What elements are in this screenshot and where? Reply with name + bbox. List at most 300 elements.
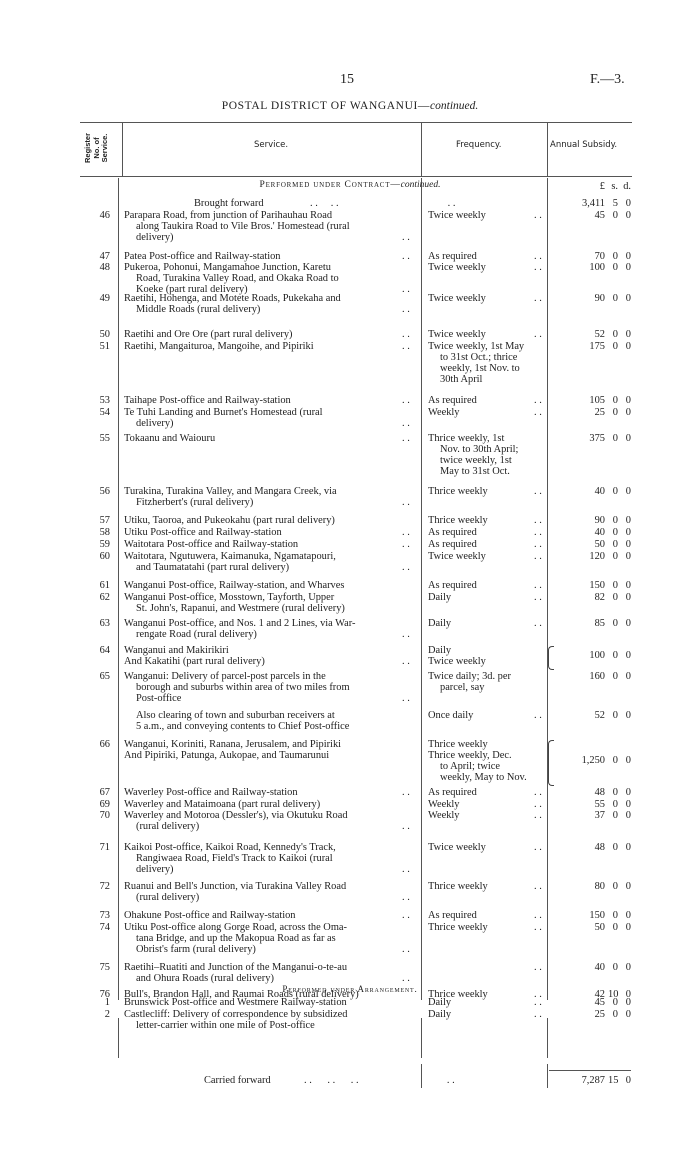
subsidy-pounds: 160 <box>589 671 605 682</box>
title-main: POSTAL DISTRICT OF WANGANUI— <box>221 100 431 112</box>
subsidy-pounds: 90 <box>594 293 605 304</box>
service-cell <box>124 552 416 574</box>
subsidy-pence: 0 <box>625 551 631 562</box>
body-rule <box>118 178 119 1000</box>
service-line: delivery) <box>136 863 174 875</box>
service-line: delivery) <box>136 231 174 243</box>
leader-dots: . . <box>534 910 542 921</box>
subsidy-pence: 0 <box>625 989 631 1000</box>
service-line: and Taumatatahi (part rural delivery) <box>136 561 290 573</box>
column-divider <box>547 122 548 176</box>
service-line: St. John's, Rapanui, and Westmere (rural delivery) <box>136 602 345 614</box>
service-line: Utiku Post-office along Gorge Road, across the Oma- <box>124 922 347 933</box>
subsidy-shillings: 0 <box>612 881 618 892</box>
subsidy-pence: 0 <box>625 787 631 798</box>
service-line: (rural delivery) <box>136 820 200 832</box>
frequency-line: Thrice weekly, 1st <box>428 433 505 444</box>
frequency-line: As required <box>428 527 477 538</box>
frequency-line: Daily <box>428 1009 452 1020</box>
frequency-line: As required <box>428 539 477 550</box>
frequency-cell <box>428 740 546 784</box>
frequency-cell <box>428 434 546 478</box>
service-line: Taihape Post-office and Railway-station <box>124 395 291 406</box>
service-cell <box>124 711 416 733</box>
service-cell <box>124 516 416 527</box>
subsidy-pounds: 85 <box>594 618 605 629</box>
frequency-line: Daily <box>428 645 452 656</box>
body-rule <box>118 1018 119 1058</box>
register-number: 63 <box>99 618 110 629</box>
service-line: Parapara Road, from junction of Parihauhau Road <box>124 210 333 221</box>
column-divider <box>421 122 422 176</box>
subsidy-shillings: 0 <box>612 251 618 262</box>
carried-forward-shillings: 15 <box>608 1075 619 1086</box>
frequency-cell <box>428 843 546 854</box>
subsidy-column-header: Annual Subsidy. <box>550 140 618 150</box>
subsidy-shillings: 0 <box>612 527 618 538</box>
subsidy-pence: 0 <box>625 515 631 526</box>
subsidy-pounds: 40 <box>594 486 605 497</box>
subsidy-shillings: 0 <box>612 1009 618 1020</box>
service-line: 5 a.m., and conveying contents to Chief Post-office <box>136 720 350 732</box>
subsidy-shillings: 0 <box>612 997 618 1008</box>
brought-forward-shillings: 5 <box>612 198 618 209</box>
subsidy-pounds: 1,250 <box>581 755 605 766</box>
subsidy-shillings: 0 <box>612 710 618 721</box>
leader-dots: . . <box>534 881 542 892</box>
frequency-cell <box>428 711 546 722</box>
brought-forward-pounds: 3,411 <box>582 198 605 209</box>
grouping-brace <box>548 740 554 786</box>
frequency-cell <box>428 396 546 407</box>
service-line: Turakina, Turakina Valley, and Mangara Creek, via <box>124 486 337 497</box>
subsidy-pence: 0 <box>625 997 631 1008</box>
subsidy-pounds: 70 <box>594 251 605 262</box>
leader-dots: . . <box>402 231 410 243</box>
grouping-brace <box>548 646 554 670</box>
leader-dots: . . <box>402 628 410 640</box>
register-number: 48 <box>99 262 110 273</box>
service-cell <box>124 811 416 833</box>
service-line: Waverley and Motoroa (Dessler's), via Okutuku Road <box>124 810 348 821</box>
service-cell <box>124 963 416 985</box>
subsidy-shillings: 0 <box>612 210 618 221</box>
leader-dots: . . <box>534 962 542 973</box>
service-cell <box>124 294 416 316</box>
service-cell <box>124 211 416 244</box>
header-top-rule <box>80 122 632 123</box>
leader-dots: . . <box>534 842 542 853</box>
subsidy-shillings: 0 <box>612 395 618 406</box>
service-line: Raetihi, Mangaituroa, Mangoihe, and Pipiriki <box>124 341 314 352</box>
service-line: And Pipiriki, Patunga, Aukopae, and Taumarunui <box>124 749 330 761</box>
register-number: 72 <box>99 881 110 892</box>
subsidy-pence: 0 <box>625 580 631 591</box>
service-cell <box>124 882 416 904</box>
leader-dots: . . <box>402 910 410 921</box>
title-suffix: continued. <box>430 100 479 112</box>
register-number: 64 <box>99 645 110 656</box>
service-cell <box>124 998 416 1009</box>
subsidy-pence: 0 <box>625 329 631 340</box>
subsidy-pounds: 175 <box>589 341 605 352</box>
frequency-line: Twice weekly <box>428 329 486 340</box>
subsidy-pounds: 150 <box>589 910 605 921</box>
service-line: Pukeroa, Pohonui, Mangamahoe Junction, Karetu <box>124 262 331 273</box>
subsidy-pence: 0 <box>625 539 631 550</box>
service-line: Utiku, Taoroa, and Pukeokahu (part rural delivery) <box>124 515 335 526</box>
register-number: 73 <box>99 910 110 921</box>
service-line: Wanganui: Delivery of parcel-post parcels in the <box>124 671 326 682</box>
service-line: letter-carrier within one mile of Post-office <box>136 1019 315 1031</box>
frequency-line: Twice weekly, 1st May <box>428 341 525 352</box>
register-number: 54 <box>99 407 110 418</box>
frequency-cell <box>428 540 546 551</box>
leader-dots: . . <box>534 922 542 933</box>
subsidy-pounds: 40 <box>594 962 605 973</box>
frequency-line: Thrice weekly <box>428 515 488 526</box>
subsidy-pounds: 50 <box>594 539 605 550</box>
subsidy-shillings: 0 <box>612 515 618 526</box>
subsidy-pounds: 150 <box>589 580 605 591</box>
leader-dots: . . <box>534 293 542 304</box>
frequency-line: Twice weekly <box>428 210 486 221</box>
leader-dots: . . <box>534 407 542 418</box>
currency-pence: d. <box>623 181 631 192</box>
frequency-line: Nov. to 30th April; <box>440 443 519 455</box>
service-line: delivery) <box>136 417 174 429</box>
carried-forward-label: Carried forward <box>204 1075 271 1086</box>
frequency-line: Thrice weekly <box>428 989 488 1000</box>
subsidy-pounds: 100 <box>589 262 605 273</box>
body-rule <box>421 1018 422 1058</box>
service-cell <box>124 434 416 445</box>
body-rule <box>421 178 422 1000</box>
register-number: 51 <box>99 341 110 352</box>
frequency-line: twice weekly, 1st <box>440 454 512 466</box>
service-line: Raetihi and Ore Ore (part rural delivery) <box>124 329 293 340</box>
subsidy-pounds: 37 <box>594 810 605 821</box>
frequency-cell <box>428 811 546 822</box>
subsidy-pence: 0 <box>625 527 631 538</box>
subsidy-shillings: 0 <box>612 910 618 921</box>
register-number: 55 <box>99 433 110 444</box>
subsidy-pounds: 42 <box>594 989 605 1000</box>
service-line: Waitotara Post-office and Railway-station <box>124 539 299 550</box>
carried-forward-pence: 0 <box>625 1075 631 1086</box>
frequency-cell <box>428 552 546 563</box>
service-line: Tokaanu and Waiouru <box>124 433 216 444</box>
frequency-line: Twice weekly <box>428 551 486 562</box>
subsidy-shillings: 0 <box>612 293 618 304</box>
subsidy-pounds: 45 <box>594 210 605 221</box>
service-line: rengate Road (rural delivery) <box>136 628 257 640</box>
register-number: 56 <box>99 486 110 497</box>
subsidy-shillings: 0 <box>612 329 618 340</box>
service-cell <box>124 408 416 430</box>
subsidy-pounds: 45 <box>594 997 605 1008</box>
section-heading-main: Performed under Contract— <box>259 180 401 190</box>
leader-dots: . . <box>402 303 410 315</box>
leader-dots: . . <box>402 539 410 550</box>
frequency-cell <box>428 528 546 539</box>
section-heading-arrangement <box>0 984 700 994</box>
subsidy-pounds: 48 <box>594 787 605 798</box>
frequency-line: Twice weekly <box>428 262 486 273</box>
service-line: Kaikoi Post-office, Kaikoi Road, Kennedy's Track, <box>124 842 336 853</box>
subsidy-pence: 0 <box>625 1009 631 1020</box>
frequency-cell <box>428 487 546 498</box>
frequency-cell <box>428 516 546 527</box>
document-reference: F.—3. <box>590 72 625 87</box>
subsidy-pence: 0 <box>625 710 631 721</box>
service-line: Obrist's farm (rural delivery) <box>136 943 256 955</box>
service-cell <box>124 911 416 922</box>
service-line: Raetihi, Hohenga, and Motete Roads, Pukekaha and <box>124 293 341 304</box>
subsidy-shillings: 0 <box>612 787 618 798</box>
leader-dots: . . <box>402 251 410 262</box>
leader-dots: . . <box>402 417 410 429</box>
subsidy-pence: 0 <box>625 433 631 444</box>
register-number: 61 <box>99 580 110 591</box>
leader-dots: . . <box>402 496 410 508</box>
leader-dots: . . <box>534 799 542 810</box>
register-number: 49 <box>99 293 110 304</box>
frequency-line: Thrice weekly <box>428 922 488 933</box>
frequency-cell <box>428 263 546 274</box>
frequency-cell <box>428 294 546 305</box>
leader-dots: . . <box>402 943 410 955</box>
leader-dots: . . <box>534 551 542 562</box>
subsidy-shillings: 10 <box>608 989 619 1000</box>
currency-pounds: £ <box>599 181 605 192</box>
service-cell <box>124 528 416 539</box>
leader-dots: . . <box>402 433 410 444</box>
subsidy-pence: 0 <box>625 962 631 973</box>
register-number: 47 <box>99 251 110 262</box>
leader-dots: . . <box>534 1009 542 1020</box>
frequency-line: Thrice weekly <box>428 739 488 750</box>
service-cell <box>124 788 416 799</box>
frequency-cell <box>428 211 546 222</box>
leader-dots: . . <box>534 810 542 821</box>
subsidy-pence: 0 <box>625 799 631 810</box>
subsidy-shillings: 0 <box>612 922 618 933</box>
subsidy-pence: 0 <box>625 486 631 497</box>
total-rule <box>549 1070 631 1071</box>
leader-dots: . . <box>534 210 542 221</box>
register-number: 50 <box>99 329 110 340</box>
service-cell <box>124 540 416 551</box>
frequency-cell <box>428 788 546 799</box>
register-number: 66 <box>99 739 110 750</box>
frequency-cell <box>428 593 546 604</box>
register-number: 75 <box>99 962 110 973</box>
frequency-line: weekly, May to Nov. <box>440 771 527 783</box>
register-header-line: Service. <box>100 133 109 163</box>
subsidy-shillings: 0 <box>612 650 618 661</box>
register-number: 58 <box>99 527 110 538</box>
leader-dots: . . <box>534 580 542 591</box>
register-header-line: Register <box>83 133 92 164</box>
frequency-cell <box>428 923 546 934</box>
leader-dots: . . <box>402 820 410 832</box>
leader-dots: . . <box>534 395 542 406</box>
leader-dots: . . <box>534 710 542 721</box>
service-cell <box>124 396 416 407</box>
subsidy-pounds: 90 <box>594 515 605 526</box>
subsidy-shillings: 0 <box>612 551 618 562</box>
service-cell <box>124 923 416 956</box>
subsidy-shillings: 0 <box>612 580 618 591</box>
brought-forward-pence: 0 <box>625 198 631 209</box>
service-line: and Ohura Roads (rural delivery) <box>136 972 274 984</box>
frequency-line: Weekly <box>428 407 460 418</box>
register-number: 76 <box>99 989 110 1000</box>
leader-dots: . . <box>402 329 410 340</box>
service-line: along Taukira Road to Vile Bros.' Homestead (rural <box>136 220 350 232</box>
subsidy-pounds: 52 <box>594 329 605 340</box>
subsidy-shillings: 0 <box>612 671 618 682</box>
service-line: Also clearing of town and suburban receivers at <box>136 710 335 721</box>
frequency-line: Weekly <box>428 799 460 810</box>
leader-dots: . . <box>402 692 410 704</box>
service-line: Utiku Post-office and Railway-station <box>124 527 282 538</box>
frequency-line: to April; twice <box>440 760 501 772</box>
register-number: 67 <box>99 787 110 798</box>
subsidy-pounds: 25 <box>594 1009 605 1020</box>
service-line: Waitotara, Ngutuwera, Kaimanuka, Ngamatapouri, <box>124 551 336 562</box>
service-cell <box>124 330 416 341</box>
service-cell <box>124 581 416 592</box>
subsidy-pence: 0 <box>625 671 631 682</box>
frequency-line: Once daily <box>428 710 474 721</box>
leader-dots: . . <box>534 989 542 1000</box>
leader-dots: . . <box>534 527 542 538</box>
leader-dots: . . <box>534 592 542 603</box>
page-title <box>0 100 700 112</box>
frequency-column-header: Frequency. <box>456 140 502 150</box>
service-line: Waverley Post-office and Railway-station <box>124 787 298 798</box>
service-line: Post-office <box>136 692 182 704</box>
subsidy-pounds: 105 <box>589 395 605 406</box>
service-cell <box>124 593 416 615</box>
leader-dots: . . <box>402 972 410 984</box>
service-cell <box>124 672 416 705</box>
subsidy-shillings: 0 <box>612 486 618 497</box>
service-cell <box>124 487 416 509</box>
frequency-line: Daily <box>428 592 452 603</box>
register-number: 1 <box>104 997 110 1008</box>
body-rule <box>547 1018 548 1058</box>
service-cell <box>124 646 416 668</box>
subsidy-pence: 0 <box>625 251 631 262</box>
register-number: 71 <box>99 842 110 853</box>
subsidy-pence: 0 <box>625 210 631 221</box>
service-cell <box>124 1010 416 1032</box>
leader-dots: . . <box>402 561 410 573</box>
service-cell <box>124 740 416 762</box>
leader-dots: . . . . . . <box>310 198 456 209</box>
register-number: 65 <box>99 671 110 682</box>
service-cell <box>124 263 416 296</box>
subsidy-shillings: 0 <box>612 341 618 352</box>
subsidy-pence: 0 <box>625 910 631 921</box>
leader-dots: . . <box>534 486 542 497</box>
brought-forward-label: Brought forward <box>194 198 264 209</box>
frequency-line: As required <box>428 580 477 591</box>
service-line: Raetihi–Ruatiti and Junction of the Manganui-o-te-au <box>124 962 348 973</box>
subsidy-shillings: 0 <box>612 592 618 603</box>
subsidy-pounds: 25 <box>594 407 605 418</box>
frequency-line: Thrice weekly <box>428 486 488 497</box>
subsidy-pence: 0 <box>625 755 631 766</box>
service-line: Wanganui Post-office, Railway-station, and Wharves <box>124 580 345 591</box>
frequency-cell <box>428 342 546 386</box>
subsidy-pounds: 40 <box>594 527 605 538</box>
register-number: 62 <box>99 592 110 603</box>
subsidy-pounds: 50 <box>594 922 605 933</box>
leader-dots: . . <box>402 527 410 538</box>
service-line: And Kakatihi (part rural delivery) <box>124 655 265 667</box>
service-line: Ruanui and Bell's Junction, via Turakina Valley Road <box>124 881 347 892</box>
frequency-cell <box>428 998 546 1009</box>
leader-dots: . . <box>534 997 542 1008</box>
leader-dots: . . <box>402 283 410 295</box>
frequency-line: Daily <box>428 618 452 629</box>
service-line: Brunswick Post-office and Westmere Railway-station <box>124 997 347 1008</box>
body-rule <box>547 178 548 1000</box>
subsidy-pence: 0 <box>625 395 631 406</box>
subsidy-pounds: 82 <box>594 592 605 603</box>
service-line: Wanganui Post-office, and Nos. 1 and 2 Lines, via War- <box>124 618 356 629</box>
service-line: Bull's, Brandon Hall, and Raumai Roads (rural delivery) <box>124 989 359 1000</box>
leader-dots: . . <box>534 515 542 526</box>
subsidy-shillings: 0 <box>612 433 618 444</box>
leader-dots: . . . . . . . . <box>304 1075 455 1086</box>
service-line: Wanganui Post-office, Mosstown, Tayforth, Upper <box>124 592 335 603</box>
leader-dots: . . <box>402 863 410 875</box>
frequency-line: Twice weekly <box>428 293 486 304</box>
service-line: Wanganui, Koriniti, Ranana, Jerusalem, and Pipiriki <box>124 739 342 750</box>
register-number: 69 <box>99 799 110 810</box>
service-line: tana Bridge, and up the Makopua Road as far as <box>136 932 336 944</box>
section-heading-main: Performed under Arrangement. <box>282 984 418 994</box>
register-number: 70 <box>99 810 110 821</box>
register-number: 59 <box>99 539 110 550</box>
frequency-line: Thrice weekly <box>428 881 488 892</box>
subsidy-pence: 0 <box>625 842 631 853</box>
service-line: Ohakune Post-office and Railway-station <box>124 910 296 921</box>
leader-dots: . . <box>402 395 410 406</box>
leader-dots: . . <box>402 655 410 667</box>
frequency-line: Twice daily; 3d. per <box>428 671 511 682</box>
leader-dots: . . <box>534 787 542 798</box>
service-line: Te Tuhi Landing and Burnet's Homestead (rural <box>124 407 323 418</box>
subsidy-shillings: 0 <box>612 262 618 273</box>
leader-dots: . . <box>534 618 542 629</box>
frequency-line: Weekly <box>428 810 460 821</box>
leader-dots: . . <box>402 787 410 798</box>
subsidy-pounds: 48 <box>594 842 605 853</box>
register-number: 46 <box>99 210 110 221</box>
subsidy-shillings: 0 <box>612 407 618 418</box>
frequency-line: As required <box>428 910 477 921</box>
frequency-line: Twice weekly <box>428 655 486 667</box>
service-line: Rangiwaea Road, Field's Track to Kaikoi (rural <box>136 852 333 864</box>
section-heading-suffix: continued. <box>400 180 441 190</box>
leader-dots: . . <box>534 251 542 262</box>
